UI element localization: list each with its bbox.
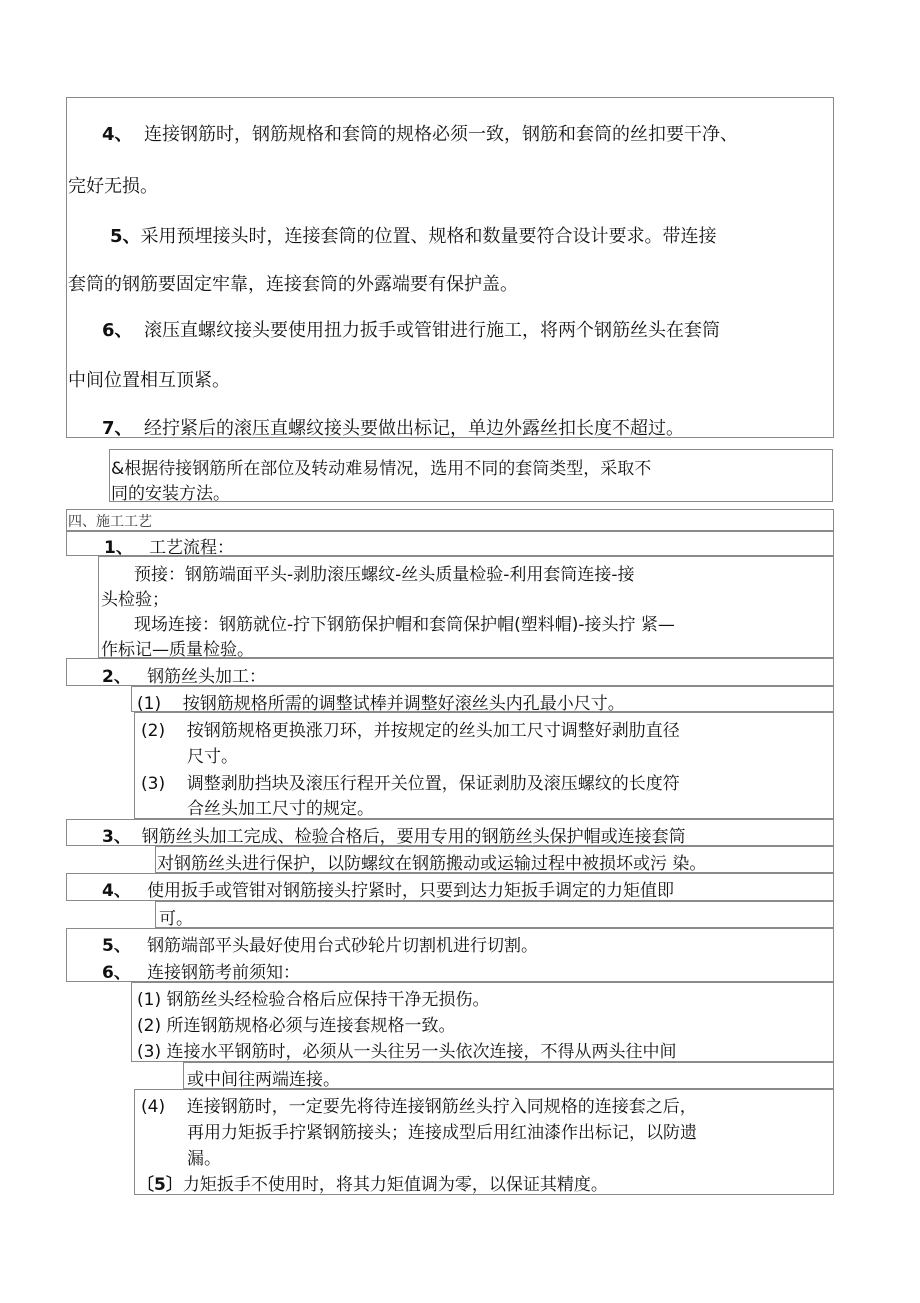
s4-number: 4、 (102, 881, 131, 901)
section-heading: 四、施工工艺 (68, 514, 152, 530)
item-4-text: 连接钢筋时，钢筋规格和套筒的规格必须一致，钢筋和套筒的丝扣要干净、 (143, 124, 738, 145)
item-4-line-1 (102, 120, 738, 146)
s6-3-line-1: (3) 连接水平钢筋时，必须从一头往另一头依次连接，不得从两头往中间 (137, 1042, 677, 1062)
s6-4-line-1 (141, 1092, 697, 1117)
s6-number: 6、 (102, 963, 131, 983)
s6-3-line-2: 或中间往两端连接。 (187, 1070, 340, 1090)
item-4-number: 4、 (102, 124, 133, 145)
s6-title-line (102, 958, 300, 983)
s3-line-1 (102, 822, 686, 847)
s2-3-number: (3) (141, 774, 166, 794)
s6-2-line: (2) 所连钢筋规格必须与连接套规格一致。 (137, 1016, 456, 1036)
s1-line-4: 作标记—质量检验。 (101, 640, 254, 660)
item-5-number: 5、 (110, 226, 141, 247)
s1-number: 1、 (104, 538, 133, 558)
s6-1-line: (1) 钢筋丝头经检验合格后应保持干净无损伤。 (137, 990, 490, 1010)
s1-line-3: 现场连接：钢筋就位-拧下钢筋保护帽和套筒保护帽(塑料帽)-接头拧 紧— (134, 615, 675, 635)
item-5-line-1 (110, 222, 717, 248)
s6-4-number: (4) (141, 1097, 166, 1117)
item-7-number: 7、 (102, 418, 133, 439)
item-6-number: 6、 (102, 320, 133, 341)
item-6-text: 滚压直螺纹接头要使用扭力扳手或管钳进行施工，将两个钢筋丝头在套筒 (143, 320, 720, 341)
section-heading-box (66, 509, 834, 531)
s2-1-text: 按钢筋规格所需的调整试棒并调整好滚丝头内孔最小尺寸。 (182, 694, 625, 714)
s5-line (102, 931, 538, 956)
item-6-line-1 (102, 316, 720, 342)
s2-2-text: 按钢筋规格更换涨刀环，并按规定的丝头加工尺寸调整好剥肋直径 (186, 721, 680, 741)
s4-cont-box (155, 901, 834, 928)
s5-text: 钢筋端部平头最好使用台式砂轮片切割机进行切割。 (147, 936, 539, 956)
s2-number: 2、 (102, 667, 131, 687)
s6-4-text: 连接钢筋时，一定要先将待连接钢筋丝头拧入同规格的连接套之后， (186, 1097, 697, 1117)
item-5-text: 采用预埋接头时，连接套筒的位置、规格和数量要符合设计要求。带连接 (140, 226, 717, 247)
s6-4-line-2: 再用力矩扳手拧紧钢筋接头；连接成型后用红油漆作出标记，以防遗 (187, 1123, 697, 1143)
s2-2-line-2: 尺寸。 (187, 747, 238, 767)
s4-line-2: 可。 (159, 909, 193, 929)
note-line-2: 同的安装方法。 (111, 484, 230, 504)
s1-line-2: 头检验； (101, 590, 169, 610)
s6-5-line (137, 1170, 608, 1195)
item-7-text: 经拧紧后的滚压直螺纹接头要做出标记，单边外露丝扣长度不超过。 (143, 418, 684, 439)
s2-3-text: 调整剥肋挡块及滚压行程开关位置，保证剥肋及滚压螺纹的长度符 (186, 774, 680, 794)
s2-1-line (137, 689, 625, 714)
s1-line-1: 预接：钢筋端面平头-剥肋滚压螺纹-丝头质量检验-利用套筒连接-接 (134, 565, 635, 585)
s6-5-text: 力矩扳手不使用时，将其力矩值调为零，以保证其精度。 (182, 1175, 608, 1195)
s2-title: 钢筋丝头加工： (147, 667, 267, 687)
s2-title-line (102, 662, 266, 687)
s2-3-line-1 (141, 769, 680, 794)
s6-5-number: 〔5〕 (137, 1175, 183, 1195)
s2-2-number: (2) (141, 721, 166, 741)
s3-number: 3、 (102, 827, 131, 847)
s3-line-2: 对钢筋丝头进行保护，以防螺纹在钢筋搬动或运输过程中被损坏或污 染。 (157, 854, 707, 874)
note-line-1: &根据待接钢筋所在部位及转动难易情况，选用不同的套筒类型，采取不 (111, 459, 652, 479)
s2-1-number: (1) (137, 694, 162, 714)
s6-title: 连接钢筋考前须知： (147, 963, 301, 983)
s2-3-line-2: 合丝头加工尺寸的规定。 (187, 799, 374, 819)
s5-number: 5、 (102, 936, 131, 956)
s2-2-line-1 (141, 716, 680, 741)
s1-title-line (104, 533, 234, 558)
s1-title: 工艺流程： (149, 538, 235, 558)
s4-text: 使用扳手或管钳对钢筋接头拧紧时，只要到达力矩扳手调定的力矩值即 (147, 881, 675, 901)
s4-line-1 (102, 876, 674, 901)
item-4-line-2: 完好无损。 (68, 176, 158, 197)
item-5-line-2: 套筒的钢筋要固定牢靠，连接套筒的外露端要有保护盖。 (68, 274, 518, 295)
item-6-line-2: 中间位置相互顶紧。 (68, 370, 230, 391)
s3-text: 钢筋丝头加工完成、检验合格后，要用专用的钢筋丝头保护帽或连接套筒 (141, 827, 686, 847)
s6-4-line-3: 漏。 (187, 1149, 221, 1169)
item-7-line-1 (102, 414, 684, 440)
